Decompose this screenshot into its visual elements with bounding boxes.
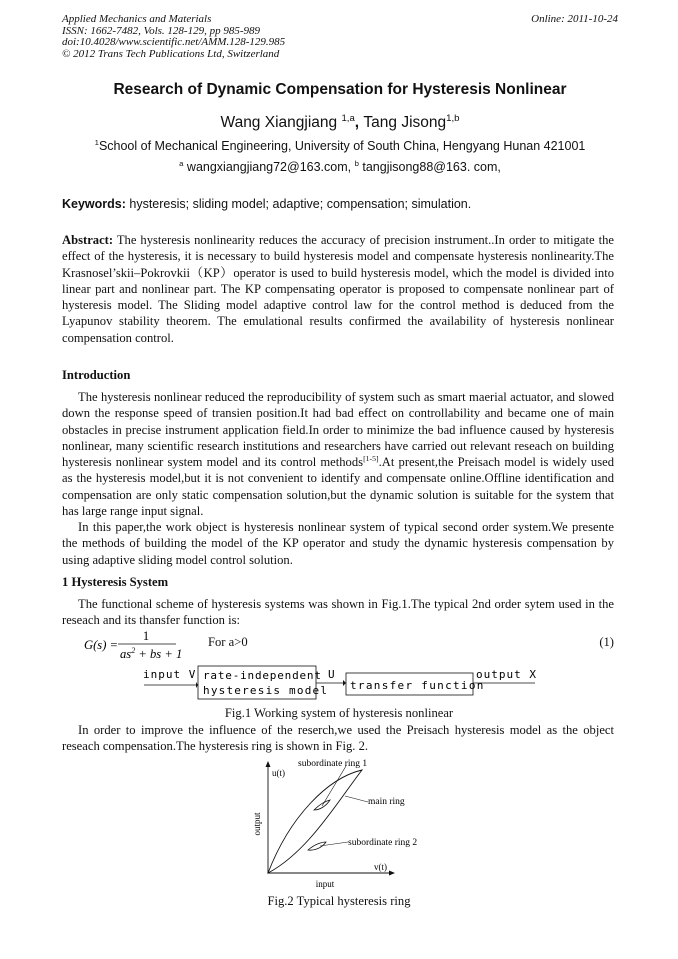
fig2-y-tick-label: u(t) bbox=[272, 768, 285, 778]
email-a: wangxiangjiang72@163.com, bbox=[183, 160, 355, 174]
author-2-name: Tang Jisong bbox=[363, 114, 447, 131]
fig1-mid-arrow-head bbox=[343, 680, 346, 686]
affiliation-text: School of Mechanical Engineering, University of South China, Hengyang Hunan 421001 bbox=[98, 139, 586, 153]
section-1-paragraph-2: In order to improve the influence of the reserch,we used the Preisach hysteresis model as the object reseach compensation.The hysteresis ring is shown in Fig. 2. bbox=[62, 723, 614, 754]
fig1-block1-line1: rate-independent bbox=[203, 669, 322, 682]
fig1-output-label: output X bbox=[476, 668, 537, 681]
fig2-x-tick-label: v(t) bbox=[374, 862, 387, 872]
fig2-y-axis-title: output bbox=[252, 812, 262, 836]
copyright-line: © 2012 Trans Tech Publications Ltd, Switzerland bbox=[62, 47, 280, 60]
affiliation-mark: 1 bbox=[94, 137, 99, 147]
intro-heading: Introduction bbox=[62, 368, 131, 382]
equation-number: (1) bbox=[599, 635, 614, 649]
intro-paragraph-2: In this paper,the work object is hysteresis nonlinear system of typical second order system.We presente the methods of building the model of the KP operator and study the dynamic hysteresis compensation by using adaptive sliding model control solution. bbox=[62, 520, 614, 567]
fig1-block1-line2: hysteresis model bbox=[203, 684, 329, 697]
fig2-leader-sub1 bbox=[322, 766, 346, 806]
citation-ref: [1-5] bbox=[363, 454, 379, 463]
fig2-label-main-ring: main ring bbox=[368, 797, 405, 807]
abstract bbox=[62, 232, 614, 346]
journal-name: Applied Mechanics and Materials bbox=[62, 13, 212, 25]
fig2-y-axis-arrow bbox=[266, 761, 271, 767]
fig2-label-subordinate-ring-2: subordinate ring 2 bbox=[348, 838, 418, 848]
figure-1-block-diagram bbox=[140, 662, 540, 702]
issn-line: ISSN: 1662-7482, Vols. 128-129, pp 985-989 bbox=[62, 24, 260, 37]
intro-p1-text-a: The hysteresis nonlinear reduced the reproducibility of system such as smart maerial actuator, and slowed down the response speed of transien position.It had bad effect on controllability and became one of main obstacles in precise instrument application field.In order to minimize the bad influence caused by hysteresis nonlinear, many scientific research institutions and researchers have carried out relevant reseach on building hysteresis nonlinear system model and its control methods bbox=[62, 390, 614, 470]
fig2-leader-main bbox=[345, 796, 368, 802]
formula-denominator: $as^2$ + bs + 1 bbox=[120, 646, 183, 661]
author-1-name: Wang Xiangjiang bbox=[220, 114, 342, 131]
journal-header bbox=[62, 14, 618, 60]
section-1-paragraph-1: The functional scheme of hysteresis systems was shown in Fig.1.The typical 2nd order sytem used in the reseach and its thansfer function is: bbox=[62, 597, 614, 628]
fig2-label-subordinate-ring-1: subordinate ring 1 bbox=[298, 759, 368, 769]
fig1-input-label: input V bbox=[143, 668, 197, 681]
formula-lhs: G(s) = bbox=[84, 638, 119, 652]
email-b-mark: b bbox=[354, 158, 359, 168]
figure-2-hysteresis-plot bbox=[250, 756, 440, 891]
equation-1 bbox=[84, 628, 614, 662]
figure-2-caption: Fig.2 Typical hysteresis ring bbox=[267, 894, 411, 908]
intro-paragraph-1 bbox=[62, 389, 614, 519]
doi-line: doi:10.4028/www.scientific.net/AMM.128-129.985 bbox=[62, 36, 286, 48]
abstract-label: Abstract: bbox=[62, 233, 114, 247]
fig2-x-axis-arrow bbox=[389, 871, 395, 876]
email-a-mark: a bbox=[179, 158, 184, 168]
email-line bbox=[62, 160, 618, 174]
transfer-function-formula bbox=[84, 628, 204, 662]
fig2-x-axis-title: input bbox=[315, 879, 335, 889]
keywords-label: Keywords: bbox=[62, 197, 126, 211]
affiliation bbox=[62, 139, 618, 153]
equation-condition: For a>0 bbox=[208, 635, 248, 649]
paper-title: Research of Dynamic Compensation for Hysteresis Nonlinear bbox=[113, 81, 567, 98]
fig2-subordinate-ring-1 bbox=[314, 800, 330, 810]
section-1-heading: 1 Hysteresis System bbox=[62, 575, 169, 589]
abstract-text: The hysteresis nonlinearity reduces the accuracy of precision instrument..In order to mitigate the effect of the hysteresis, it is necessary to build hysteresis model and compensate hysteresis nonlinearity.The Krasnosel’skii–Pokrovkii（KP）operator is used to build hysteresis model, which the model is divided into linear part and nonlinear part. The KP compensating operator is proposed to compensate nonlinear part of hysteresis model. The Sliding model adaptive control law for the control method is deduced from the Lyapunov stability theorem. The emulational results confirmed the availability of hysteresis nonlinear compensation control. bbox=[62, 233, 614, 345]
keywords-text: hysteresis; sliding model; adaptive; compensation; simulation. bbox=[125, 197, 472, 211]
author-separator: , bbox=[354, 114, 364, 131]
intro-p1-text-b: .At present,the Preisach model is widely used as the hysteresis model,but it is not convenient to identify and compensate online.Offline identification and compensation are only static compensation solution,but the dynamic solution is suitable for the system that has large range input signal. bbox=[62, 455, 614, 519]
fig2-subordinate-ring-2 bbox=[308, 842, 326, 850]
author-1-affil: 1,a bbox=[341, 112, 355, 124]
fig2-main-ring bbox=[268, 770, 362, 873]
formula-numerator: 1 bbox=[142, 629, 150, 643]
fig1-u-label: U bbox=[328, 668, 335, 681]
keywords bbox=[62, 197, 618, 211]
figure-1-caption: Fig.1 Working system of hysteresis nonlinear bbox=[224, 706, 454, 720]
fig1-block2-label: transfer function bbox=[350, 679, 485, 692]
author-line bbox=[62, 114, 618, 132]
online-date: Online: 2011-10-24 bbox=[531, 13, 618, 25]
email-b: tangjisong88@163. com, bbox=[358, 160, 501, 174]
author-2-affil: 1,b bbox=[446, 112, 460, 124]
